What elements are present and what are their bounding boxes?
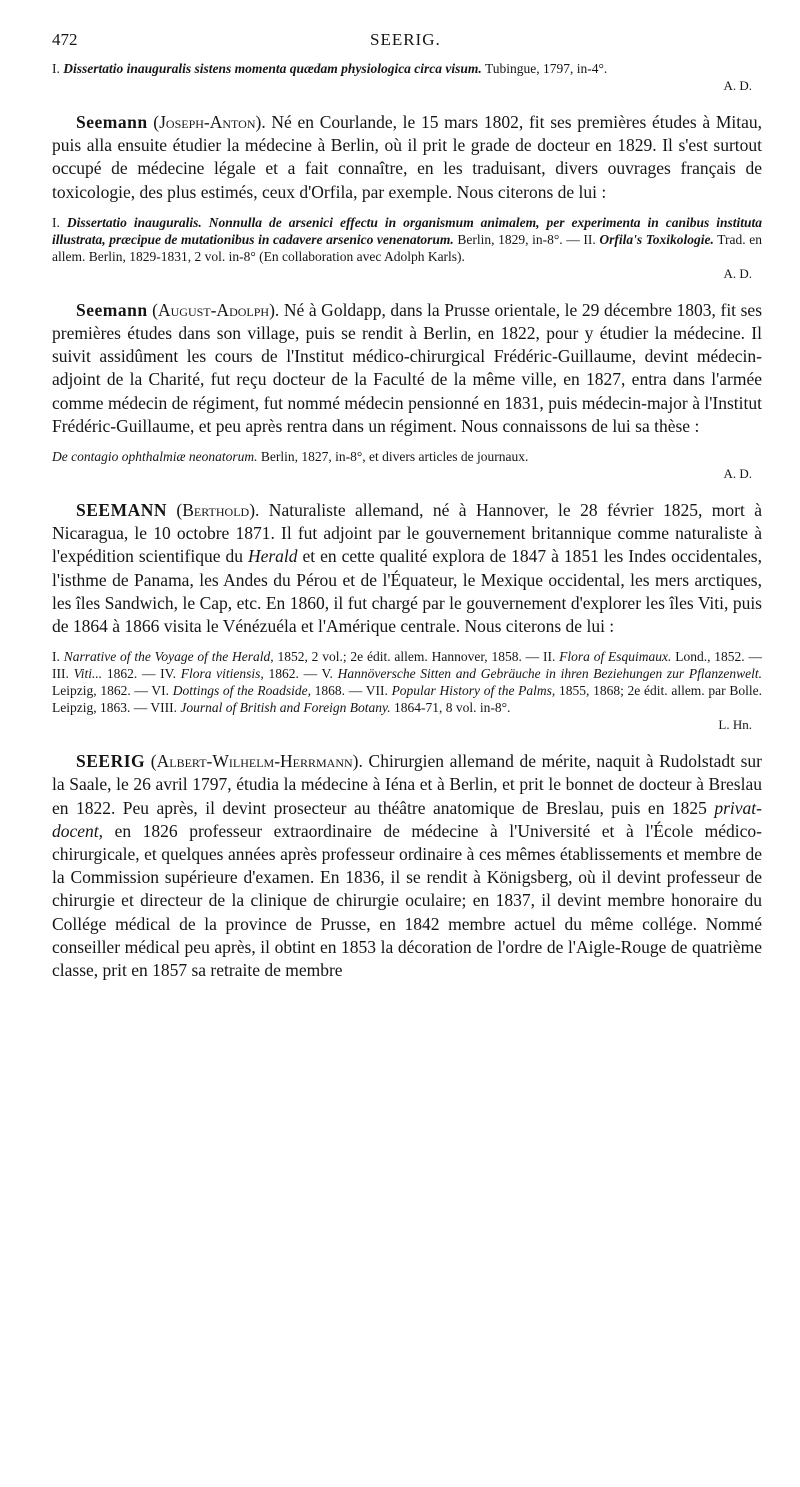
work-title: De contagio ophthalmiæ neonatorum. — [52, 449, 258, 465]
work-numeral: IV. — [160, 666, 181, 682]
work-numeral: I. — [52, 214, 67, 230]
entry-body: Chirurgien allemand de mérite, naquit à Rudolstadt sur la Saale, le 26 avril 1797, étudia la médecine à Iéna et à Berlin, et prit le bonnet de docteur à Breslau en 1822. Peu après, il devint prosecteur au théâtre anatomique de Breslau, puis en 1825 — [52, 751, 763, 818]
work-numeral: I. — [52, 649, 64, 665]
work-details: 1852, 2 vol.; 2e édit. allem. Hannover, 1858. — — [273, 649, 543, 665]
work-details: 1855, 1868; 2e édit. allem. par Bolle. Leipzig, 1863. — — [52, 683, 762, 716]
signature: L. Hn. — [718, 717, 752, 733]
work-details: Berlin, 1827, in-8°, et divers articles de journaux. — [257, 449, 529, 465]
page-header — [52, 30, 762, 60]
work-title: Dissertatio inauguralis. Nonnulla de arsenici effectu in organismum animalem, per experimenta in canibus instituta illustrata, præcipue de mutationibus in cadavere arsenico venenatorum. — [52, 214, 762, 247]
entry-body: et en cette qualité explora de 1847 à 1851 les Indes occidentales, l'isthme de Panama, les Andes du Pérou et de l'Équateur, le Mexique occidental, les mers arctiques, les îles Sandwich, le Cap, etc. En 1860, il fut chargé par le gouvernement d'explorer les îles Viti, puis de 1864 à 1866 visita le Vénézuéla et l'Amérique centrale. Nous citerons de lui : — [52, 546, 762, 637]
ship-name: Herald — [247, 546, 298, 567]
work-title: Viti... — [73, 666, 103, 682]
work-title: Orfila's Toxikologie. — [599, 231, 714, 247]
work-numeral: V. — [321, 666, 338, 682]
work-details: Berlin, 1829, in-8°. — II. — [453, 231, 600, 247]
ref-title: Dissertatio inauguralis sistens momenta quædam physiologica circa visum. — [63, 61, 482, 76]
entry-surname: SEERIG — [76, 751, 146, 772]
entry-given-names: (August-Adolph). — [152, 299, 280, 320]
work-item — [52, 666, 160, 681]
work-numeral: VII. — [365, 683, 392, 699]
ref-details: Tubingue, 1797, in-4°. — [481, 61, 608, 76]
work-numeral: III. — [52, 666, 74, 682]
work-item — [150, 700, 510, 715]
work-details: 1868. — — [310, 683, 366, 699]
work-details: Trad. en allem. Berlin, 1829-1831, 2 vol. in-8° (En collaboration avec Adolph Karls). — [52, 231, 762, 264]
work-item — [543, 649, 762, 664]
entry-body: Né à Goldapp, dans la Prusse orientale, le 29 décembre 1803, fit ses premières études dans son village, puis se rendit à Berlin, en 1822, pour y étudier la médecine. Il suivit assidûment les cours de l'Institut médico-chirurgical Frédéric-Guillaume, devint médecin-adjoint de la Charité, fut reçu docteur de la Faculté de la même ville, en 1827, entra dans l'armée comme médecin de régiment, fut nommé médecin pensionné en 1831, puis médecin-major à l'Institut Frédéric-Guillaume, et peu après rentra dans un régiment. Nous connaissons de lui sa thèse : — [52, 299, 763, 436]
work-item — [52, 649, 543, 664]
entry-body: Né en Courlande, le 15 mars 1802, fit ses premières études à Mitau, puis alla ensuite étudier la médecine à Berlin, où il prit le grade de docteur en 1829. Il s'est surtout occupé de médecine légale et a fait connaître, en les traduisant, divers ouvrages français de toxicologie, des plus estimés, ceux d'Orfila, par exemple. Nous citerons de lui : — [52, 112, 762, 202]
entry-seemann-joseph-anton — [52, 111, 762, 282]
work-title: Flora vitiensis, — [180, 666, 264, 682]
works-list — [52, 448, 762, 465]
intro-reference — [52, 60, 762, 77]
work-numeral: VI. — [151, 683, 173, 699]
work-details: Leipzig, 1862. — — [52, 683, 152, 699]
entry-seemann-august-adolph — [52, 299, 762, 482]
privat-docent-term: privat-docent, — [52, 797, 762, 841]
entry-surname: Seemann — [76, 112, 148, 132]
entry-body: en 1826 professeur extraordinaire de médecine à l'Université et à l'École médico-chirurgicale, et quelques années après professeur ordinaire à ces mêmes établissements et membre de la Commission supérieure d'examen. En 1836, il se rendit à Königsberg, où il devint professeur de chirurgie et directeur de la clinique de chirurgie oculaire; en 1837, il devint membre honoraire du Collége médical de la province de Prusse, en 1842 membre actuel du même collége. Nommé conseiller médical peu après, il obtint en 1853 la décoration de l'ordre de l'Aigle-Rouge de quatrième classe, prit en 1857 sa retraite de membre — [52, 820, 762, 981]
running-head: SEERIG. — [370, 30, 441, 49]
entry-text — [52, 499, 762, 638]
entry-given-names: (Joseph-Anton). — [153, 112, 266, 132]
entry-surname: Seemann — [76, 299, 148, 320]
work-title: Popular History of the Palms, — [391, 683, 556, 699]
entry-given-names: (Berthold). — [176, 500, 260, 521]
entry-text — [52, 111, 762, 204]
entry-body: Naturaliste allemand, né à Hannover, le 28 février 1825, mort à Nicaragua, le 10 octobre 1871. Il fut adjoint par le gouvernement britannique comme naturaliste à l'expédition scientifique du — [52, 500, 763, 567]
work-title: Hannöversche Sitten and Gebräuche in ihren Beziehungen zur Pflanzenwelt. — [337, 666, 763, 682]
page-number: 472 — [52, 30, 78, 49]
signature: A. D. — [723, 466, 752, 482]
work-details: 1862. — — [102, 666, 161, 682]
work-title: Dottings of the Roadside, — [172, 683, 311, 699]
entry-text — [52, 750, 762, 982]
work-item — [160, 666, 321, 681]
work-details: Lond., 1852. — — [671, 649, 762, 665]
entry-seerig — [52, 750, 762, 982]
entry-seemann-berthold — [52, 499, 762, 733]
works-list — [52, 648, 762, 716]
work-numeral: II. — [542, 649, 560, 665]
work-title: Flora of Esquimaux. — [559, 649, 672, 665]
work-title: Journal of British and Foreign Botany. — [180, 700, 391, 716]
signature: A. D. — [723, 265, 752, 281]
signature: A. D. — [723, 78, 752, 93]
work-details: 1864-71, 8 vol. in-8°. — [390, 700, 511, 716]
ref-numeral: I. — [52, 61, 64, 76]
work-item — [151, 683, 365, 698]
entry-surname: SEEMANN — [76, 500, 168, 521]
work-title: Narrative of the Voyage of the Herald, — [63, 649, 274, 665]
works-list — [52, 214, 762, 265]
work-numeral: VIII. — [150, 700, 181, 716]
page — [52, 30, 762, 982]
entry-given-names: (Albert-Wilhelm-Herrmann). — [150, 751, 363, 772]
entry-text — [52, 299, 762, 438]
work-details: 1862. — — [263, 666, 322, 682]
